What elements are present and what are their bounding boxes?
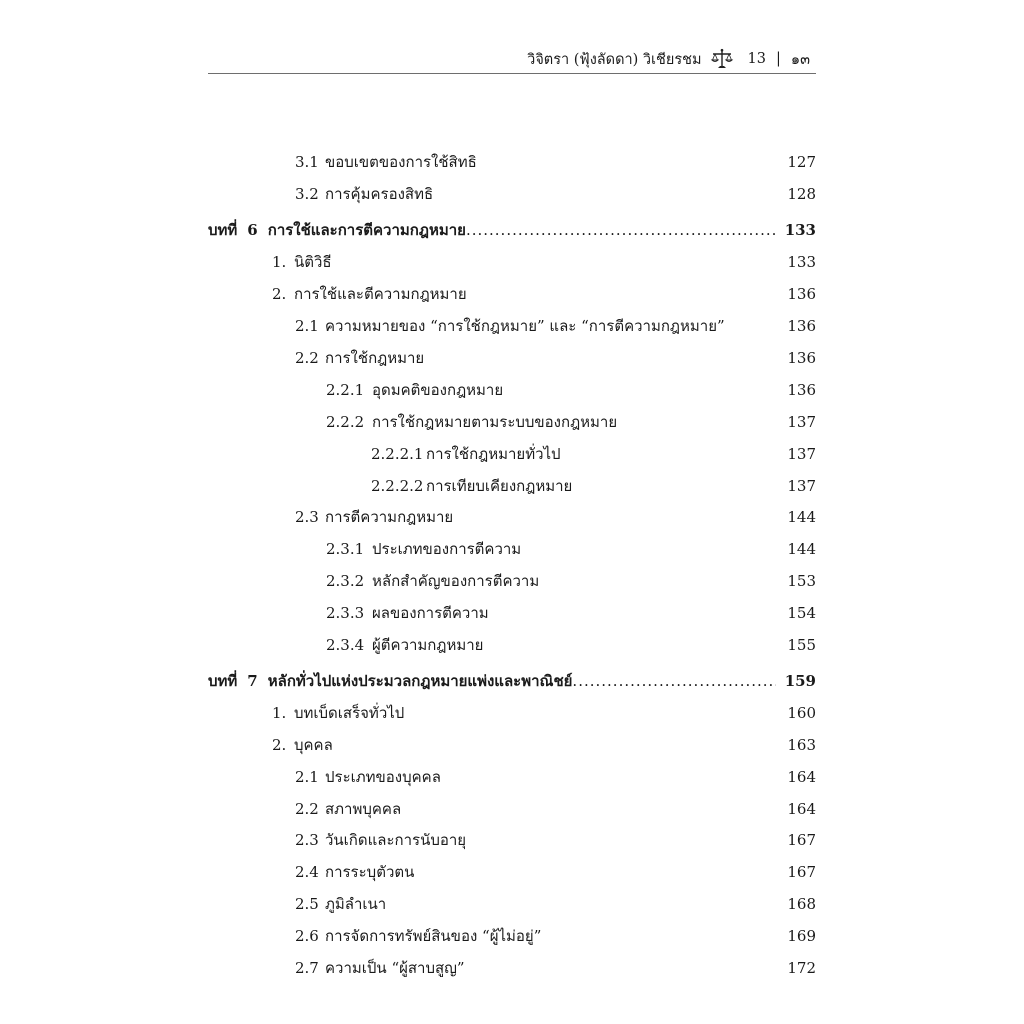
toc-entry-text	[295, 181, 433, 207]
toc-entry-row	[0, 536, 1024, 562]
toc-entry-row	[0, 249, 1024, 275]
toc-page-number: 133	[787, 253, 816, 271]
toc-entry-number: 2.6	[295, 927, 319, 945]
toc-entry-title: การตีความกฎหมาย	[325, 508, 454, 526]
toc-page-number: 127	[787, 153, 816, 171]
chapter-label: บทที่	[208, 221, 238, 239]
toc-entry-text	[295, 891, 386, 917]
toc-entry-text	[326, 377, 503, 403]
toc-entry-text	[326, 409, 617, 435]
toc-page-number: 136	[787, 317, 816, 335]
toc-entry-text	[295, 827, 466, 853]
toc-page-number: 137	[787, 413, 816, 431]
toc-entry-number: 2.2	[295, 800, 319, 818]
toc-page-number: 164	[787, 800, 816, 818]
toc-entry-title: ความเป็น “ผู้สาบสูญ”	[325, 959, 465, 977]
toc-entry-number: 2.3.2	[326, 572, 365, 590]
toc-entry-number: 2.4	[295, 863, 319, 881]
toc-entry-number: 2.3.4	[326, 636, 365, 654]
toc-entry-row	[0, 923, 1024, 949]
toc-entry-row	[0, 313, 1024, 339]
toc-entry-title: สภาพบุคคล	[325, 800, 402, 818]
toc-entry-row	[0, 473, 1024, 499]
toc-entry-title: การใช้กฎหมายทั่วไป	[426, 445, 561, 463]
toc-entry-number: 2.	[272, 736, 287, 754]
toc-page-number: 133	[784, 221, 816, 239]
toc-entry-text	[295, 149, 477, 175]
toc-entry-row	[0, 796, 1024, 822]
toc-entry-title: ประเภทของบุคคล	[325, 768, 441, 786]
toc-page-number: 128	[787, 185, 816, 203]
toc-entry-number: 1.	[272, 704, 287, 722]
toc-entry-number: 6	[247, 221, 258, 239]
header-separator: |	[775, 51, 781, 67]
toc-entry-title: การใช้และการตีความกฎหมาย .....	[268, 217, 776, 243]
toc-entry-title: ขอบเขตของการใช้สิทธิ	[325, 153, 477, 171]
toc-page-number: 172	[787, 959, 816, 977]
toc-entry-number: 2.2.1	[326, 381, 365, 399]
toc-page-number: 144	[787, 508, 816, 526]
toc-entry-title: การเทียบเคียงกฎหมาย	[426, 477, 573, 495]
toc-entry-text	[272, 700, 404, 726]
toc-entry-number: 2.2	[295, 349, 319, 367]
toc-page-number: 144	[787, 540, 816, 558]
header-rule	[208, 73, 816, 74]
toc-page-number: 168	[787, 895, 816, 913]
toc-entry-title: บุคคล	[294, 736, 333, 754]
toc-entry-title: การระบุตัวตน	[325, 863, 415, 881]
toc-page-number: 167	[787, 863, 816, 881]
toc-entry-number: 2.7	[295, 959, 319, 977]
toc-entry-title: หลักสำคัญของการตีความ	[372, 572, 540, 590]
toc-entry-text	[295, 955, 465, 981]
toc-page-number: 136	[787, 381, 816, 399]
chapter-label: บทที่	[208, 672, 238, 690]
toc-page-number: 164	[787, 768, 816, 786]
toc-page-number: 155	[787, 636, 816, 654]
toc-entry-title: ความหมายของ “การใช้กฎหมาย” และ “การตีความกฎหมาย”	[325, 317, 725, 335]
toc-entry-number: 2.3	[295, 508, 319, 526]
toc-entry-number: 2.3.3	[326, 604, 365, 622]
toc-entry-title: ผู้ตีความกฎหมาย	[372, 636, 484, 654]
toc-entry-text	[208, 217, 776, 243]
toc-entry-title: การใช้และตีความกฎหมาย	[294, 285, 467, 303]
toc-entry-title: อุดมคติของกฎหมาย	[372, 381, 504, 399]
toc-entry-row	[0, 632, 1024, 658]
toc-entry-row	[0, 377, 1024, 403]
toc-entry-title: การใช้กฎหมาย	[325, 349, 425, 367]
toc-entry-title: ภูมิลำเนา	[325, 895, 387, 913]
toc-entry-row	[0, 181, 1024, 207]
toc-entry-row	[0, 891, 1024, 917]
toc-entry-title: ประเภทของการตีความ	[372, 540, 522, 558]
toc-page-number: 136	[787, 285, 816, 303]
toc-entry-text	[295, 313, 725, 339]
toc-entry-title: การใช้กฎหมายตามระบบของกฎหมาย	[372, 413, 618, 431]
toc-entry-number: 2.2.2.1	[371, 445, 424, 463]
toc-entry-row	[0, 568, 1024, 594]
toc-entry-text	[295, 923, 541, 949]
toc-entry-text	[272, 732, 333, 758]
running-header	[208, 46, 816, 72]
toc-entry-text	[295, 859, 414, 885]
toc-page-number: 154	[787, 604, 816, 622]
toc-entry-row	[0, 600, 1024, 626]
scales-of-justice-icon	[710, 47, 734, 71]
toc-entry-text	[272, 281, 467, 307]
toc-page-number: 153	[787, 572, 816, 590]
toc-entry-number: 2.	[272, 285, 287, 303]
toc-entry-row	[0, 955, 1024, 981]
toc-entry-title: การจัดการทรัพย์สินของ “ผู้ไม่อยู่”	[325, 927, 542, 945]
toc-page-number: 163	[787, 736, 816, 754]
toc-page-number: 137	[787, 445, 816, 463]
toc-entry-text	[326, 600, 489, 626]
toc-entry-number: 2.3	[295, 831, 319, 849]
toc-chapter-row	[0, 217, 1024, 243]
toc-entry-row	[0, 700, 1024, 726]
toc-entry-text	[295, 796, 401, 822]
toc-page-number: 160	[787, 704, 816, 722]
toc-page-number: 136	[787, 349, 816, 367]
toc-entry-row	[0, 281, 1024, 307]
toc-entry-number: 2.1	[295, 317, 319, 335]
toc-entry-title: ผลของการตีความ	[372, 604, 489, 622]
toc-entry-number: 3.1	[295, 153, 319, 171]
toc-entry-title: หลักทั่วไปแห่งประมวลกฎหมายแพ่งและพาณิชย์ .....	[268, 668, 776, 694]
toc-entry-number: 7	[247, 672, 258, 690]
toc-entry-text	[371, 473, 572, 499]
toc-entry-number: 2.2.2.2	[371, 477, 424, 495]
toc-entry-title: วันเกิดและการนับอายุ	[325, 831, 467, 849]
toc-entry-text	[295, 345, 424, 371]
toc-entry-text	[371, 441, 561, 467]
toc-entry-text	[326, 536, 521, 562]
toc-entry-row	[0, 345, 1024, 371]
toc-entry-text	[326, 632, 483, 658]
toc-entry-number: 2.5	[295, 895, 319, 913]
toc-entry-row	[0, 764, 1024, 790]
toc-page-number: 167	[787, 831, 816, 849]
toc-entry-title: การคุ้มครองสิทธิ	[325, 185, 434, 203]
toc-entry-text	[208, 668, 776, 694]
toc-entry-row	[0, 504, 1024, 530]
toc-entry-row	[0, 732, 1024, 758]
toc-page-number: 159	[784, 672, 816, 690]
toc-entry-row	[0, 441, 1024, 467]
toc-chapter-row	[0, 668, 1024, 694]
toc-entry-text	[295, 764, 441, 790]
toc-entry-number: 2.3.1	[326, 540, 365, 558]
header-page-number-thai: ๑๓	[790, 51, 810, 68]
toc-entry-number: 3.2	[295, 185, 319, 203]
toc-entry-text	[272, 249, 332, 275]
toc-page-number: 169	[787, 927, 816, 945]
toc-entry-title: บทเบ็ดเสร็จทั่วไป	[294, 704, 405, 722]
toc-entry-row	[0, 859, 1024, 885]
toc-entry-title: นิติวิธี	[294, 253, 332, 271]
toc-entry-number: 2.1	[295, 768, 319, 786]
toc-entry-text	[326, 568, 539, 594]
header-page-number: 13	[747, 51, 766, 67]
toc-entry-number: 1.	[272, 253, 287, 271]
toc-entry-number: 2.2.2	[326, 413, 365, 431]
toc-page-number: 137	[787, 477, 816, 495]
toc-entry-row	[0, 827, 1024, 853]
toc-entry-row	[0, 149, 1024, 175]
header-author: วิจิตรา (ฟุ้งลัดดา) วิเชียรชม	[527, 51, 702, 68]
toc-entry-text	[295, 504, 453, 530]
toc-entry-row	[0, 409, 1024, 435]
